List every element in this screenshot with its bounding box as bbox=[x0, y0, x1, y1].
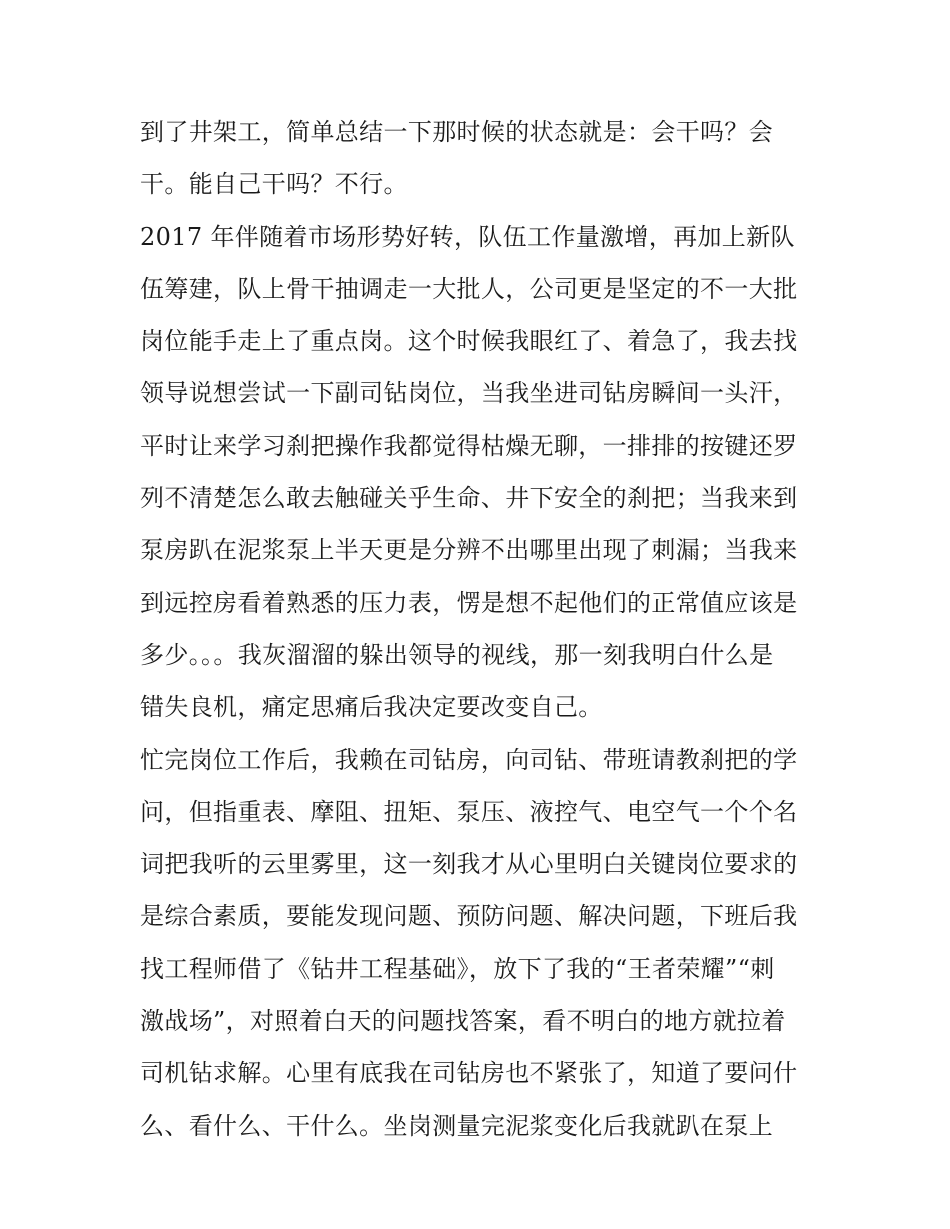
text-line: 领导说想尝试一下副司钻岗位，当我坐进司钻房瞬间一头汗， bbox=[140, 379, 798, 408]
text-line: 列不清楚怎么敢去触碰关乎生命、井下安全的刹把；当我来到 bbox=[140, 484, 798, 513]
text-line: 多少。。。我灰溜溜的躲出领导的视线，那一刻我明白什么是 bbox=[140, 640, 774, 669]
text-line: 忙完岗位工作后，我赖在司钻房，向司钻、带班请教刹把的学 bbox=[140, 745, 798, 774]
text-line: 泵房趴在泥浆泵上半天更是分辨不出哪里出现了刺漏；当我来 bbox=[140, 536, 798, 565]
text-line: 2017 年伴随着市场形势好转，队伍工作量激增，再加上新队 bbox=[140, 222, 795, 251]
text-line: 找工程师借了《钻井工程基础》，放下了我的“王者荣耀”“刺 bbox=[140, 954, 775, 983]
text-line: 词把我听的云里雾里，这一刻我才从心里明白关键岗位要求的 bbox=[140, 850, 798, 879]
text-line: 到了井架工，简单总结一下那时候的状态就是：会干吗？会 bbox=[140, 118, 774, 146]
text-line: 伍筹建，队上骨干抽调走一大批人，公司更是坚定的不一大批 bbox=[140, 274, 798, 303]
text-line: 平时让来学习刹把操作我都觉得枯燥无聊，一排排的按键还罗 bbox=[140, 431, 798, 460]
text-line: 么、看什么、干什么。坐岗测量完泥浆变化后我就趴在泵上 bbox=[140, 1111, 774, 1140]
text-line: 是综合素质，要能发现问题、预防问题、解决问题，下班后我 bbox=[140, 902, 798, 931]
text-line: 错失良机，痛定思痛后我决定要改变自己。 bbox=[140, 693, 603, 722]
text-line: 司机钻求解。心里有底我在司钻房也不紧张了，知道了要问什 bbox=[140, 1059, 798, 1088]
body-text bbox=[140, 106, 830, 1152]
text-line: 激战场”，对照着白天的问题找答案，看不明白的地方就拉着 bbox=[140, 1007, 786, 1036]
text-line: 干。能自己干吗？不行。 bbox=[140, 170, 408, 199]
text-line: 到远控房看着熟悉的压力表，愣是想不起他们的正常值应该是 bbox=[140, 588, 798, 617]
text-line: 问，但指重表、摩阻、扭矩、泵压、液控气、电空气一个个名 bbox=[140, 797, 798, 826]
text-line: 岗位能手走上了重点岗。这个时候我眼红了、着急了，我去找 bbox=[140, 327, 798, 356]
